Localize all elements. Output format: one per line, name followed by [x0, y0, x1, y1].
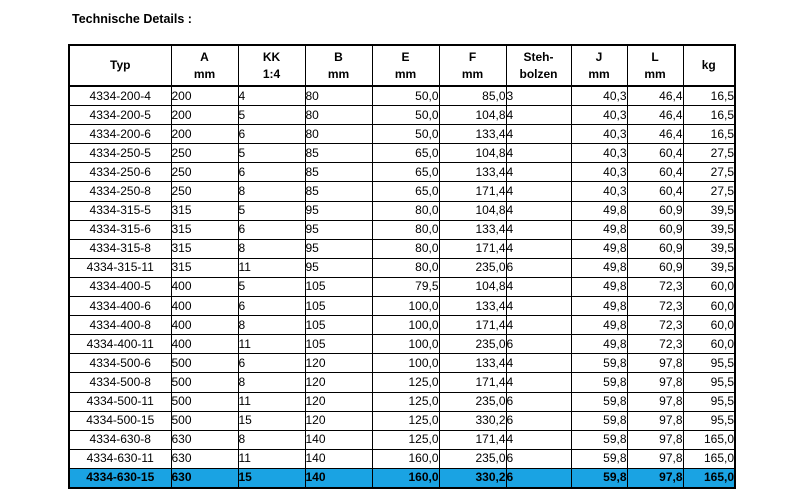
cell-kk: 8: [238, 316, 305, 335]
cell-f: 171,4: [439, 182, 506, 201]
cell-stehbolzen: 4: [506, 354, 571, 373]
cell-l: 60,4: [627, 182, 683, 201]
cell-stehbolzen: 4: [506, 182, 571, 201]
cell-l: 72,3: [627, 277, 683, 296]
cell-kk: 15: [238, 468, 305, 488]
cell-e: 50,0: [372, 86, 439, 106]
table-row: [69, 335, 735, 354]
cell-e: 125,0: [372, 411, 439, 430]
cell-l: 46,4: [627, 125, 683, 144]
cell-l: 97,8: [627, 392, 683, 411]
cell-f: 104,8: [439, 106, 506, 125]
cell-b: 105: [305, 316, 372, 335]
cell-l: 60,4: [627, 144, 683, 163]
table-row: [69, 144, 735, 163]
cell-f: 133,4: [439, 125, 506, 144]
cell-b: 95: [305, 239, 372, 258]
cell-stehbolzen: 4: [506, 201, 571, 220]
table-row: [69, 392, 735, 411]
cell-l: 72,3: [627, 335, 683, 354]
header-kg: kg: [683, 45, 735, 86]
cell-e: 160,0: [372, 449, 439, 468]
table-row: [69, 106, 735, 125]
cell-f: 171,4: [439, 239, 506, 258]
cell-kk: 5: [238, 106, 305, 125]
cell-j: 59,8: [571, 468, 627, 488]
table-row: [69, 411, 735, 430]
table-row: [69, 163, 735, 182]
table-row: [69, 297, 735, 316]
cell-kg: 16,5: [683, 125, 735, 144]
cell-stehbolzen: 6: [506, 258, 571, 277]
cell-a: 250: [171, 163, 238, 182]
cell-j: 49,8: [571, 220, 627, 239]
cell-f: 85,0: [439, 86, 506, 106]
cell-b: 140: [305, 430, 372, 449]
cell-kk: 6: [238, 125, 305, 144]
cell-e: 100,0: [372, 316, 439, 335]
cell-b: 85: [305, 144, 372, 163]
table-row: [69, 220, 735, 239]
cell-kg: 16,5: [683, 86, 735, 106]
table-row: [69, 258, 735, 277]
cell-kk: 11: [238, 449, 305, 468]
cell-b: 120: [305, 373, 372, 392]
cell-kg: 27,5: [683, 163, 735, 182]
cell-stehbolzen: 6: [506, 411, 571, 430]
cell-j: 59,8: [571, 411, 627, 430]
cell-b: 80: [305, 106, 372, 125]
cell-typ: 4334-315-11: [69, 258, 171, 277]
cell-kg: 39,5: [683, 239, 735, 258]
cell-kg: 27,5: [683, 182, 735, 201]
cell-j: 59,8: [571, 373, 627, 392]
cell-b: 120: [305, 411, 372, 430]
cell-l: 60,9: [627, 239, 683, 258]
cell-a: 500: [171, 354, 238, 373]
cell-b: 140: [305, 468, 372, 488]
cell-kg: 16,5: [683, 106, 735, 125]
cell-f: 171,4: [439, 430, 506, 449]
cell-e: 65,0: [372, 163, 439, 182]
cell-kk: 8: [238, 239, 305, 258]
cell-a: 400: [171, 335, 238, 354]
cell-a: 315: [171, 258, 238, 277]
header-e: E mm: [372, 45, 439, 86]
cell-stehbolzen: 4: [506, 144, 571, 163]
cell-stehbolzen: 4: [506, 297, 571, 316]
cell-f: 171,4: [439, 316, 506, 335]
cell-typ: 4334-200-4: [69, 86, 171, 106]
cell-e: 100,0: [372, 335, 439, 354]
cell-b: 140: [305, 449, 372, 468]
table-row: [69, 125, 735, 144]
cell-a: 200: [171, 125, 238, 144]
table-row: [69, 354, 735, 373]
cell-f: 235,0: [439, 258, 506, 277]
header-b: B mm: [305, 45, 372, 86]
cell-a: 630: [171, 430, 238, 449]
cell-j: 59,8: [571, 354, 627, 373]
cell-kk: 11: [238, 258, 305, 277]
cell-l: 60,9: [627, 220, 683, 239]
cell-kg: 95,5: [683, 411, 735, 430]
header-j: J mm: [571, 45, 627, 86]
cell-a: 500: [171, 373, 238, 392]
cell-e: 65,0: [372, 182, 439, 201]
cell-kk: 11: [238, 392, 305, 411]
cell-e: 100,0: [372, 297, 439, 316]
cell-e: 50,0: [372, 106, 439, 125]
cell-kk: 11: [238, 335, 305, 354]
cell-a: 500: [171, 411, 238, 430]
table-row: [69, 449, 735, 468]
cell-typ: 4334-500-11: [69, 392, 171, 411]
cell-typ: 4334-200-5: [69, 106, 171, 125]
cell-kk: 8: [238, 430, 305, 449]
cell-j: 49,8: [571, 297, 627, 316]
cell-b: 95: [305, 220, 372, 239]
cell-kk: 8: [238, 373, 305, 392]
cell-kg: 95,5: [683, 373, 735, 392]
cell-e: 80,0: [372, 220, 439, 239]
cell-b: 85: [305, 182, 372, 201]
cell-j: 49,8: [571, 316, 627, 335]
cell-j: 49,8: [571, 201, 627, 220]
cell-e: 79,5: [372, 277, 439, 296]
cell-kg: 165,0: [683, 468, 735, 488]
cell-l: 60,4: [627, 163, 683, 182]
cell-stehbolzen: 4: [506, 373, 571, 392]
cell-l: 97,8: [627, 373, 683, 392]
table-body: [69, 86, 735, 488]
cell-typ: 4334-315-8: [69, 239, 171, 258]
cell-stehbolzen: 6: [506, 392, 571, 411]
cell-a: 250: [171, 182, 238, 201]
cell-typ: 4334-500-8: [69, 373, 171, 392]
cell-j: 40,3: [571, 86, 627, 106]
cell-typ: 4334-630-15: [69, 468, 171, 488]
cell-stehbolzen: 4: [506, 277, 571, 296]
table-row: [69, 468, 735, 488]
cell-e: 160,0: [372, 468, 439, 488]
cell-stehbolzen: 4: [506, 163, 571, 182]
cell-stehbolzen: 4: [506, 316, 571, 335]
cell-f: 133,4: [439, 354, 506, 373]
cell-j: 59,8: [571, 392, 627, 411]
cell-j: 40,3: [571, 125, 627, 144]
cell-kk: 6: [238, 354, 305, 373]
cell-kk: 5: [238, 144, 305, 163]
cell-stehbolzen: 3: [506, 86, 571, 106]
cell-typ: 4334-200-6: [69, 125, 171, 144]
cell-stehbolzen: 4: [506, 239, 571, 258]
cell-kg: 60,0: [683, 316, 735, 335]
cell-f: 235,0: [439, 392, 506, 411]
cell-l: 97,8: [627, 449, 683, 468]
cell-f: 104,8: [439, 277, 506, 296]
cell-b: 105: [305, 297, 372, 316]
cell-b: 105: [305, 335, 372, 354]
cell-typ: 4334-400-11: [69, 335, 171, 354]
cell-f: 171,4: [439, 373, 506, 392]
cell-kg: 95,5: [683, 392, 735, 411]
cell-a: 400: [171, 316, 238, 335]
cell-l: 46,4: [627, 86, 683, 106]
header-l: L mm: [627, 45, 683, 86]
specs-table: [68, 44, 736, 489]
cell-typ: 4334-400-5: [69, 277, 171, 296]
cell-stehbolzen: 4: [506, 430, 571, 449]
cell-j: 49,8: [571, 258, 627, 277]
cell-f: 235,0: [439, 449, 506, 468]
cell-kk: 15: [238, 411, 305, 430]
cell-typ: 4334-400-6: [69, 297, 171, 316]
cell-j: 49,8: [571, 277, 627, 296]
cell-a: 315: [171, 220, 238, 239]
cell-b: 95: [305, 258, 372, 277]
cell-typ: 4334-315-6: [69, 220, 171, 239]
table-row: [69, 182, 735, 201]
cell-b: 105: [305, 277, 372, 296]
cell-f: 133,4: [439, 163, 506, 182]
cell-typ: 4334-250-5: [69, 144, 171, 163]
cell-l: 60,9: [627, 258, 683, 277]
cell-f: 330,2: [439, 468, 506, 488]
cell-kg: 27,5: [683, 144, 735, 163]
cell-stehbolzen: 4: [506, 220, 571, 239]
cell-j: 40,3: [571, 106, 627, 125]
cell-kk: 8: [238, 182, 305, 201]
cell-l: 72,3: [627, 297, 683, 316]
table-row: [69, 373, 735, 392]
cell-kg: 60,0: [683, 277, 735, 296]
cell-l: 97,8: [627, 354, 683, 373]
cell-l: 97,8: [627, 468, 683, 488]
cell-typ: 4334-630-8: [69, 430, 171, 449]
cell-f: 133,4: [439, 297, 506, 316]
cell-j: 49,8: [571, 239, 627, 258]
cell-a: 200: [171, 86, 238, 106]
cell-e: 125,0: [372, 392, 439, 411]
cell-stehbolzen: 6: [506, 449, 571, 468]
cell-typ: 4334-250-8: [69, 182, 171, 201]
cell-typ: 4334-250-6: [69, 163, 171, 182]
cell-typ: 4334-400-8: [69, 316, 171, 335]
cell-f: 330,2: [439, 411, 506, 430]
cell-typ: 4334-315-5: [69, 201, 171, 220]
cell-a: 400: [171, 277, 238, 296]
cell-e: 100,0: [372, 354, 439, 373]
cell-kk: 5: [238, 201, 305, 220]
cell-kg: 39,5: [683, 220, 735, 239]
cell-a: 630: [171, 449, 238, 468]
cell-b: 80: [305, 125, 372, 144]
cell-j: 40,3: [571, 163, 627, 182]
table-row: [69, 430, 735, 449]
cell-b: 80: [305, 86, 372, 106]
cell-stehbolzen: 6: [506, 335, 571, 354]
cell-kk: 5: [238, 277, 305, 296]
cell-l: 97,8: [627, 411, 683, 430]
cell-l: 97,8: [627, 430, 683, 449]
cell-e: 80,0: [372, 239, 439, 258]
cell-b: 120: [305, 354, 372, 373]
cell-kg: 95,5: [683, 354, 735, 373]
header-stehbolzen: Steh- bolzen: [506, 45, 571, 86]
cell-kg: 39,5: [683, 258, 735, 277]
section-title: Technische Details :: [72, 12, 192, 26]
cell-a: 500: [171, 392, 238, 411]
cell-kg: 60,0: [683, 297, 735, 316]
cell-a: 400: [171, 297, 238, 316]
table-row: [69, 316, 735, 335]
cell-e: 65,0: [372, 144, 439, 163]
cell-kk: 6: [238, 163, 305, 182]
cell-kg: 165,0: [683, 430, 735, 449]
cell-stehbolzen: 4: [506, 125, 571, 144]
cell-e: 125,0: [372, 430, 439, 449]
header-a: A mm: [171, 45, 238, 86]
cell-e: 80,0: [372, 258, 439, 277]
cell-stehbolzen: 4: [506, 106, 571, 125]
cell-f: 235,0: [439, 335, 506, 354]
header-kk: KK 1:4: [238, 45, 305, 86]
cell-j: 59,8: [571, 430, 627, 449]
cell-a: 200: [171, 106, 238, 125]
cell-j: 59,8: [571, 449, 627, 468]
cell-l: 60,9: [627, 201, 683, 220]
cell-kg: 165,0: [683, 449, 735, 468]
cell-kk: 4: [238, 86, 305, 106]
cell-f: 133,4: [439, 220, 506, 239]
table-row: [69, 277, 735, 296]
cell-j: 40,3: [571, 144, 627, 163]
cell-j: 49,8: [571, 335, 627, 354]
cell-typ: 4334-500-15: [69, 411, 171, 430]
cell-kg: 60,0: [683, 335, 735, 354]
cell-a: 630: [171, 468, 238, 488]
cell-e: 50,0: [372, 125, 439, 144]
cell-b: 85: [305, 163, 372, 182]
cell-j: 40,3: [571, 182, 627, 201]
cell-kg: 39,5: [683, 201, 735, 220]
cell-stehbolzen: 6: [506, 468, 571, 488]
cell-f: 104,8: [439, 144, 506, 163]
cell-e: 125,0: [372, 373, 439, 392]
cell-l: 72,3: [627, 316, 683, 335]
cell-b: 95: [305, 201, 372, 220]
cell-kk: 6: [238, 220, 305, 239]
header-f: F mm: [439, 45, 506, 86]
table-row: [69, 86, 735, 106]
header-row: [69, 45, 735, 86]
cell-l: 46,4: [627, 106, 683, 125]
cell-f: 104,8: [439, 201, 506, 220]
cell-typ: 4334-500-6: [69, 354, 171, 373]
table-row: [69, 201, 735, 220]
header-typ: Typ: [69, 45, 171, 86]
cell-a: 250: [171, 144, 238, 163]
cell-e: 80,0: [372, 201, 439, 220]
cell-a: 315: [171, 201, 238, 220]
table-row: [69, 239, 735, 258]
cell-kk: 6: [238, 297, 305, 316]
cell-b: 120: [305, 392, 372, 411]
cell-a: 315: [171, 239, 238, 258]
cell-typ: 4334-630-11: [69, 449, 171, 468]
